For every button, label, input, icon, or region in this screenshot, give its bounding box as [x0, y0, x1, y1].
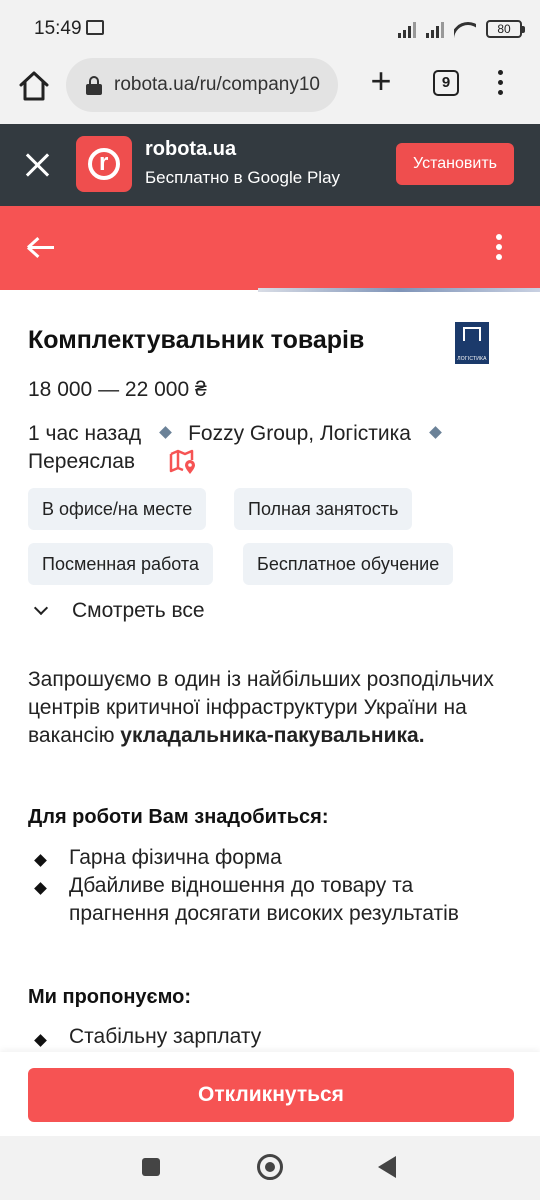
status-time: 15:49 — [34, 18, 82, 39]
tag-free-training: Бесплатное обучение — [243, 543, 453, 585]
requirement-item: Дбайливе відношення до товару та прагнення досягати високих результатів — [69, 874, 459, 925]
apply-button[interactable]: Откликнуться — [28, 1068, 514, 1122]
map-pin-icon[interactable] — [168, 446, 198, 476]
status-bar — [0, 0, 540, 56]
job-meta — [28, 420, 518, 448]
new-tab-button[interactable]: + — [370, 60, 392, 101]
requirement-item: Гарна фізична форма — [69, 846, 282, 869]
url-text: robota.ua/ru/company10 — [114, 74, 320, 95]
company-link[interactable]: Fozzy Group, Логістика — [188, 422, 411, 445]
city: Переяслав — [28, 450, 136, 473]
browser-menu-icon[interactable] — [495, 70, 505, 98]
back-nav-icon[interactable] — [378, 1156, 396, 1178]
job-description — [28, 666, 498, 750]
offer-item: Стабільну зарплату — [69, 1025, 262, 1048]
battery-icon: 80 — [486, 20, 522, 38]
posted-time: 1 час назад — [28, 422, 142, 445]
company-logo[interactable] — [455, 322, 489, 364]
bullet-icon — [34, 854, 47, 867]
separator-dot — [429, 427, 442, 440]
salary: 18 000 — 22 000 ₴ — [28, 378, 207, 401]
recent-apps-icon[interactable] — [142, 1158, 160, 1176]
banner-subtitle: Бесплатно в Google Play — [145, 168, 341, 187]
lock-icon — [86, 76, 102, 94]
see-all-label: Смотреть все — [72, 599, 205, 622]
company-logo-text: ЛОГІСТИКА — [457, 356, 487, 362]
signal-icon — [398, 20, 416, 38]
home-icon[interactable] — [16, 68, 52, 104]
description-position: укладальника-пакувальника. — [120, 724, 425, 747]
offers-heading: Ми пропонуємо: — [28, 986, 191, 1008]
address-bar[interactable] — [66, 58, 338, 112]
app-logo — [76, 136, 132, 192]
chevron-down-icon — [34, 601, 48, 615]
wifi-icon — [454, 20, 476, 38]
tag-full-time: Полная занятость — [234, 488, 412, 530]
header-decoration — [258, 288, 540, 292]
browser-toolbar — [0, 56, 540, 124]
status-icons — [398, 18, 522, 40]
banner-app-name: robota.ua — [145, 138, 237, 160]
back-arrow-icon[interactable] — [26, 236, 56, 260]
message-notification-icon — [86, 20, 104, 35]
install-button[interactable]: Установить — [396, 143, 514, 185]
tag-office: В офисе/на месте — [28, 488, 206, 530]
close-icon[interactable] — [24, 152, 50, 178]
bullet-icon — [34, 882, 47, 895]
home-nav-icon[interactable] — [257, 1154, 283, 1180]
signal-icon-2 — [426, 20, 444, 38]
page-header — [0, 206, 540, 290]
job-title: Комплектувальник товарів — [28, 326, 365, 354]
tag-shift-work: Посменная работа — [28, 543, 213, 585]
tab-switcher-button[interactable]: 9 — [433, 70, 459, 96]
system-nav-bar — [0, 1136, 540, 1200]
more-options-icon[interactable] — [494, 234, 504, 264]
description-intro: Запрошуємо в один із найбільших розподільчих центрів критичної інфраструктури України на вакансію — [28, 668, 494, 747]
app-install-banner — [0, 124, 540, 206]
separator-dot — [159, 427, 172, 440]
see-all-toggle[interactable] — [28, 596, 205, 626]
bullet-icon — [34, 1034, 47, 1047]
requirements-heading: Для роботи Вам знадобиться: — [28, 806, 329, 828]
